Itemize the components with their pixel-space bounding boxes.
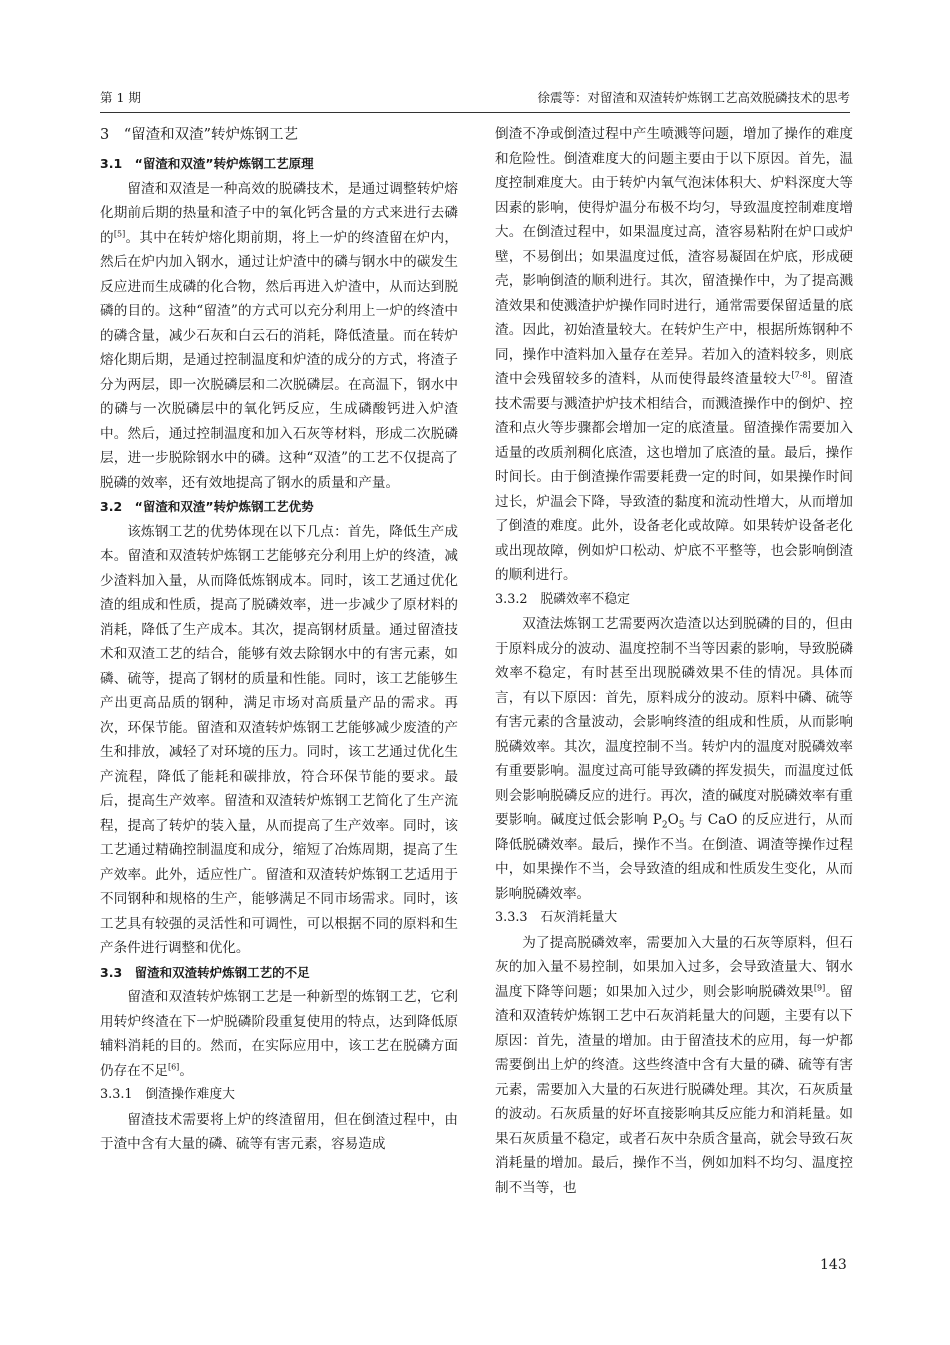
- section-3-3-1-heading: 3.3.1 倒渣操作难度大: [100, 1087, 235, 1102]
- section-3-3-3-paragraph: 为了提高脱磷效率，需要加入大量的石灰等原料，但石灰的加入量不易控制，如果加入过多，会导致渣量大、钢水温度下降等问题；如果加入过少，则会影响脱磷效果[9]。留渣和双渣转炉炼钢工艺中石灰消耗量大的问题，主要有以下原因：首先，渣量的增加。由于留渣技术的应用，每一炉都需要倒出上炉的终渣。这些终渣中含有大量的磷、硫等有害元素，需要加入大量的石灰进行脱磷处理。其次，石灰质量的波动。石灰质量的好坏直接影响其反应能力和消耗量。如果石灰质量不稳定，或者石灰中杂质含量高，就会导致石灰消耗量的增加。最后，操作不当，例如加料不均匀、温度控制不当等，也: [495, 934, 853, 1196]
- running-header: [100, 88, 850, 113]
- section-3-3-2-paragraph: 双渣法炼钢工艺需要两次造渣以达到脱磷的目的，但由于原料成分的波动、温度控制不当等因素的影响，导致脱磷效率不稳定，有时甚至出现脱磷效果不佳的情况。具体而言，有以下原因：首先，原料成分的波动。原料中磷、硫等有害元素的含量波动，会影响终渣的组成和性质，从而影响脱磷效率。其次，温度控制不当。转炉内的温度对脱磷效率有重要影响。温度过高可能导致磷的挥发损失，而温度过低则会影响脱磷反应的进行。再次，渣的碱度对脱磷效率有重要影响。碱度过低会影响 $P_2O_5$ 与 CaO 的反应进行，从而降低脱磷效率。最后，操作不当。在倒渣、调渣等操作过程中，如果操作不当，会导致渣的组成和性质发生变化，从而影响脱磷效率。: [495, 616, 853, 902]
- section-3-1-paragraph: 留渣和双渣是一种高效的脱磷技术，是通过调整转炉熔化期前后期的热量和渣子中的氧化钙含量的方式来进行去磷的[5]。其中在转炉熔化期前期，将上一炉的终渣留在炉内，然后在炉内加入钢水，通过让炉渣中的磷与钢水中的碳发生反应进而生成磷的化合物，然后再进入炉渣中，从而达到脱磷的目的。这种“留渣”的方式可以充分利用上一炉的终渣中的磷含量，减少石灰和白云石的消耗，降低渣量。而在转炉熔化期后期，是通过控制温度和炉渣的成分的方式，将渣子分为两层，即一次脱磷层和二次脱磷层。在高温下，钢水中的磷与一次脱磷层中的氧化钙反应，生成磷酸钙进入炉渣中。然后，通过控制温度和加入石灰等材料，形成二次脱磷层，进一步脱除钢水中的磷。这种“双渣”的工艺不仅提高了脱磷的效率，还有效地提高了钢水的质量和产量。: [100, 180, 459, 491]
- citation-ref: [7-8]: [791, 370, 811, 380]
- citation-ref: [5]: [113, 228, 126, 238]
- section-3-3-1-paragraph-continued: 倒渣不净或倒渣过程中产生喷溅等问题，增加了操作的难度和危险性。倒渣难度大的问题主要由于以下原因。首先，温度控制难度大。由于转炉内氧气泡沫体积大、炉料深度大等因素的影响，使得炉温分布极不均匀，导致温度控制难度增大。在倒渣过程中，如果温度过高，渣容易粘附在炉口或炉壁，不易倒出；如果温度过低，渣容易凝固在炉底，形成硬壳，影响倒渣的顺利进行。其次，留渣操作中，为了提高溅渣效果和使溅渣护炉操作同时进行，通常需要保留适量的底渣。因此，初始渣量较大。在转炉生产中，根据所炼钢种不同，操作中渣料加入量存在差异。若加入的渣料较多，则底渣中会残留较多的渣料，从而使得最终渣量较大[7-8]。留渣技术需要与溅渣护炉技术相结合，而溅渣操作中的倒炉、控渣和点火等步骤都会增加一定的底渣量。留渣操作需要加入适量的改质剂稠化底渣，这也增加了底渣的量。最后，操作时间长。由于倒渣操作需要耗费一定的时间，如果操作时间过长，炉温会下降，导致渣的黏度和流动性增大，从而增加了倒渣的难度。此外，设备老化或故障。如果转炉设备老化或出现故障，例如炉口松动、炉底不平整等，也会影响倒渣的顺利进行。: [495, 126, 853, 583]
- section-3-3-3-heading: 3.3.3 石灰消耗量大: [495, 910, 618, 925]
- citation-ref: [6]: [167, 1061, 180, 1071]
- section-3-2-paragraph: 该炼钢工艺的优势体现在以下几点：首先，降低生产成本。留渣和双渣转炉炼钢工艺能够充分利用上炉的终渣，减少渣料加入量，从而降低炼钢成本。同时，该工艺通过优化渣的组成和性质，提高了脱磷效率，进一步减少了原材料的消耗，降低了生产成本。其次，提高钢材质量。通过留渣技术和双渣工艺的结合，能够有效去除钢水中的有害元素，如磷、硫等，提高了钢材的质量和性能。同时，该工艺能够生产出更高品质的钢种，满足市场对高质量产品的需求。再次，环保节能。留渣和双渣转炉炼钢工艺能够减少废渣的产生和排放，减轻了对环境的压力。同时，该工艺通过优化生产流程，降低了能耗和碳排放，符合环保节能的要求。最后，提高生产效率。留渣和双渣转炉炼钢工艺简化了生产流程，提高了转炉的装入量，从而提高了生产效率。同时，该工艺通过精确控制温度和成分，缩短了冶炼周期，提高了生产效率。此外，适应性广。留渣和双渣转炉炼钢工艺适用于不同钢种和规格的生产，能够满足不同市场需求。同时，该工艺具有较强的灵活性和可调性，可以根据不同的原料和生产条件进行调整和优化。: [100, 523, 458, 956]
- section-3-1-heading: 3.1 “留渣和双渣”转炉炼钢工艺原理: [100, 156, 314, 171]
- issue-label: 第 1 期: [100, 90, 141, 105]
- left-column: [100, 122, 458, 1157]
- page-number: 143: [820, 1257, 847, 1273]
- citation-ref: [9]: [813, 982, 826, 992]
- section-3-2-heading: 3.2 “留渣和双渣”转炉炼钢工艺优势: [100, 499, 314, 514]
- section-3-3-1-paragraph-start: 留渣技术需要将上炉的终渣留用，但在倒渣过程中，由于渣中含有大量的磷、硫等有害元素，容易造成: [100, 1111, 458, 1152]
- section-3-heading: 3 “留渣和双渣”转炉炼钢工艺: [100, 127, 299, 143]
- right-column: [495, 122, 853, 1200]
- section-3-3-heading: 3.3 留渣和双渣转炉炼钢工艺的不足: [100, 964, 310, 980]
- section-3-3-paragraph: 留渣和双渣转炉炼钢工艺是一种新型的炼钢工艺，它利用转炉终渣在下一炉脱磷阶段重复使用的特点，达到降低原辅料消耗的目的。然而，在实际应用中，该工艺在脱磷方面仍存在不足[6]。: [100, 989, 458, 1079]
- section-3-3-2-heading: 3.3.2 脱磷效率不稳定: [495, 591, 630, 607]
- running-title: 徐震等：对留渣和双渣转炉炼钢工艺高效脱磷技术的思考: [537, 90, 850, 105]
